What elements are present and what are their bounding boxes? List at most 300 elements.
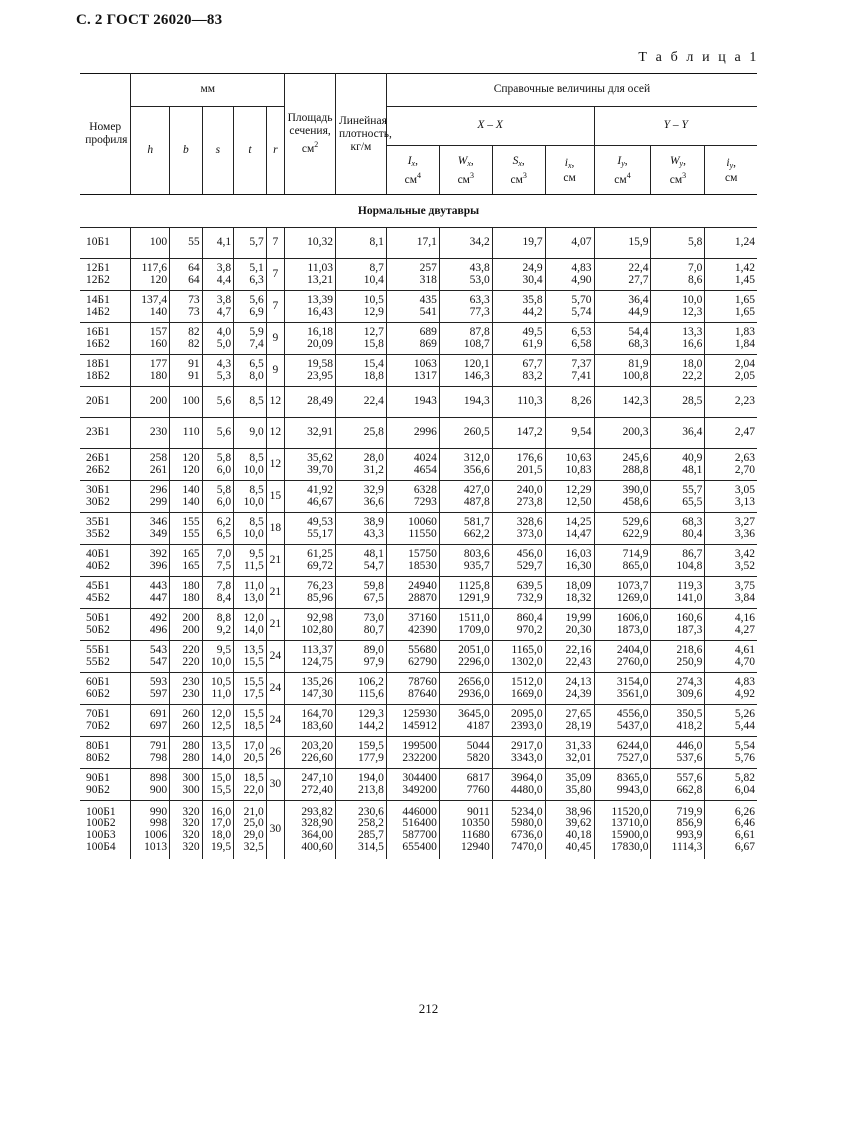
cell-value: 91	[188, 369, 200, 382]
cell-iix	[545, 228, 594, 259]
cell-value: 3,36	[734, 527, 755, 540]
cell-value: 6,5	[249, 357, 264, 370]
cell-value: 15,5	[243, 655, 264, 668]
cell-linear	[336, 228, 387, 259]
cell-value: 17,5	[243, 687, 264, 700]
cell-value: 12,5	[211, 719, 232, 732]
cell-linear	[336, 291, 387, 323]
cell-value: 435	[419, 293, 437, 306]
cell-iix	[545, 545, 594, 577]
cell-value: 2656,0	[458, 675, 490, 688]
cell-iix	[545, 577, 594, 609]
cell-value: 4,92	[734, 687, 755, 700]
cell-value: 183,60	[301, 719, 333, 732]
cell-ix	[386, 259, 439, 291]
cell-value: 38,96	[565, 805, 592, 818]
cell-ix	[386, 418, 439, 449]
cell-value: 1,24	[734, 236, 755, 249]
cell-value: 25,0	[243, 817, 264, 830]
cell-value: 3561,0	[616, 687, 649, 700]
cell-value: 516400	[402, 817, 437, 830]
cell-value: 180	[182, 591, 200, 604]
cell-profile	[80, 228, 131, 259]
cell-profile	[80, 641, 131, 673]
cell-value: 1013	[144, 840, 168, 853]
cell-value: 288,8	[622, 463, 649, 476]
cell-value: 80,4	[682, 527, 703, 540]
cell-s	[202, 418, 234, 449]
cell-value: 719,9	[676, 805, 703, 818]
cell-value: 41,92	[307, 483, 333, 496]
cell-iy	[594, 291, 651, 323]
cell-value: 541	[419, 305, 437, 318]
cell-s	[202, 387, 234, 418]
cell-value: 177,9	[358, 751, 384, 764]
cell-value: 3,42	[734, 547, 755, 560]
table-row	[80, 449, 757, 481]
cell-value: 1,65	[734, 293, 755, 306]
cell-value: 4,3	[216, 357, 232, 370]
cell-value: 80Б1	[86, 739, 110, 752]
cell-wx	[439, 513, 492, 545]
cell-iy	[594, 737, 651, 769]
cell-iy	[594, 387, 651, 418]
cell-value: 140	[149, 305, 168, 318]
cell-s	[202, 323, 234, 355]
cell-wy	[651, 323, 705, 355]
cell-value: 50Б2	[86, 623, 110, 636]
cell-value: 1,65	[734, 305, 755, 318]
cell-value: 458,6	[622, 495, 649, 508]
cell-value: 320	[182, 829, 200, 841]
cell-value: 140	[182, 483, 200, 496]
cell-value: 5,74	[571, 305, 592, 318]
cell-value: 165	[182, 559, 200, 572]
cell-value: 16,43	[307, 305, 333, 318]
cell-value: 260	[182, 719, 200, 732]
cell-value: 43,3	[363, 527, 384, 540]
cell-value: 22,16	[565, 643, 592, 656]
cell-r: 7	[266, 228, 284, 259]
cell-value: 5,8	[216, 483, 232, 496]
cell-ix	[386, 355, 439, 387]
cell-value: 4,83	[734, 675, 755, 688]
cell-value: 400,60	[301, 840, 333, 853]
cell-sx	[492, 228, 545, 259]
cell-value: 4,27	[734, 623, 755, 636]
cell-value: 2936,0	[458, 687, 490, 700]
cell-ix	[386, 323, 439, 355]
col-area: Площадь сечения, $см^2$	[285, 74, 336, 195]
cell-sx	[492, 769, 545, 801]
cell-r: 26	[266, 737, 284, 769]
cell-value: 18,0	[211, 829, 232, 841]
cell-value: 622,9	[622, 527, 649, 540]
cell-iy	[594, 449, 651, 481]
cell-area	[285, 259, 336, 291]
cell-wx	[439, 769, 492, 801]
cell-value: 26Б2	[86, 463, 110, 476]
cell-iix	[545, 641, 594, 673]
cell-value: 6,5	[216, 527, 232, 540]
table-row	[80, 577, 757, 609]
col-ix: $I_x$, $см^4$	[386, 146, 439, 195]
cell-value: 9,2	[216, 623, 232, 636]
cell-iix	[545, 387, 594, 418]
cell-value: 45Б2	[86, 591, 110, 604]
cell-value: 50Б1	[86, 611, 110, 624]
cell-value: 1873,0	[616, 623, 649, 636]
cell-s	[202, 449, 234, 481]
cell-wx	[439, 801, 492, 860]
cell-t	[234, 481, 267, 513]
cell-value: 4187	[466, 719, 490, 732]
cell-ix	[386, 545, 439, 577]
cell-h	[131, 673, 170, 705]
cell-value: 32,9	[363, 483, 384, 496]
cell-value: 82	[188, 337, 200, 350]
cell-value: 8,5	[249, 395, 264, 408]
cell-value: 220	[182, 643, 200, 656]
cell-iiy	[705, 801, 757, 860]
cell-r: 9	[266, 323, 284, 355]
cell-value: 2404,0	[616, 643, 649, 656]
cell-s	[202, 737, 234, 769]
cell-value: 593	[149, 675, 168, 688]
cell-iiy	[705, 513, 757, 545]
cell-value: 157	[149, 325, 168, 338]
cell-value: 446000	[402, 805, 437, 818]
cell-value: 5,6	[216, 426, 232, 439]
cell-value: 5,70	[571, 293, 592, 306]
cell-value: 68,3	[682, 515, 703, 528]
cell-value: 159,5	[358, 739, 384, 752]
cell-h	[131, 481, 170, 513]
cell-value: 8,6	[688, 273, 703, 286]
cell-value: 141,0	[676, 591, 703, 604]
cell-value: 10,5	[363, 293, 384, 306]
cell-iy	[594, 641, 651, 673]
cell-value: 177	[149, 357, 168, 370]
cell-value: 25,8	[363, 426, 384, 439]
cell-r: 21	[266, 545, 284, 577]
cell-r: 12	[266, 418, 284, 449]
cell-value: 7,4	[249, 337, 264, 350]
cell-sx	[492, 673, 545, 705]
cell-value: 245,6	[622, 451, 649, 464]
cell-value: 8,4	[216, 591, 232, 604]
cell-s	[202, 355, 234, 387]
cell-value: 14,25	[565, 515, 592, 528]
cell-value: 3,75	[734, 579, 755, 592]
cell-value: 100,8	[622, 369, 649, 382]
cell-value: 496	[149, 623, 168, 636]
cell-value: 5234,0	[511, 805, 543, 818]
cell-b	[170, 355, 203, 387]
cell-profile	[80, 418, 131, 449]
cell-value: 258,2	[358, 817, 384, 830]
cell-area	[285, 481, 336, 513]
cell-value: 4,0	[216, 325, 232, 338]
cell-value: 230	[149, 426, 168, 439]
col-h: h	[131, 107, 170, 195]
cell-value: 15,9	[628, 236, 649, 249]
cell-iiy	[705, 418, 757, 449]
cell-value: 318	[419, 273, 437, 286]
cell-value: 120	[182, 451, 200, 464]
cell-t	[234, 705, 267, 737]
cell-value: 12940	[460, 840, 490, 853]
table-row	[80, 259, 757, 291]
cell-value: 26Б1	[86, 451, 110, 464]
cell-value: 18,32	[565, 591, 592, 604]
table-row	[80, 355, 757, 387]
cell-linear	[336, 449, 387, 481]
cell-area	[285, 673, 336, 705]
cell-value: 639,5	[516, 579, 543, 592]
cell-value: 27,7	[628, 273, 649, 286]
cell-r: 24	[266, 705, 284, 737]
cell-value: 82	[188, 325, 200, 338]
cell-value: 137,4	[141, 293, 168, 306]
cell-value: 30Б2	[86, 495, 110, 508]
cell-value: 147,2	[516, 426, 543, 439]
cell-t	[234, 418, 267, 449]
cell-value: 1073,7	[616, 579, 649, 592]
cell-value: 900	[149, 783, 168, 796]
cell-value: 110	[182, 426, 200, 439]
cell-value: 13,0	[243, 591, 264, 604]
cell-value: 145912	[402, 719, 437, 732]
cell-value: 8,5	[249, 483, 264, 496]
cell-value: 200	[149, 395, 168, 408]
cell-value: 16,18	[307, 325, 333, 338]
cell-b	[170, 481, 203, 513]
cell-wy	[651, 355, 705, 387]
cell-value: 7,37	[571, 357, 592, 370]
cell-value: 12,50	[565, 495, 592, 508]
cell-value: 350,5	[676, 707, 703, 720]
cell-value: 4654	[413, 463, 437, 476]
cell-value: 5,76	[734, 751, 755, 764]
cell-ix	[386, 513, 439, 545]
cell-value: 44,2	[522, 305, 543, 318]
cell-area	[285, 641, 336, 673]
cell-value: 201,5	[516, 463, 543, 476]
cell-iiy	[705, 769, 757, 801]
cell-t	[234, 259, 267, 291]
cell-value: 5,7	[249, 236, 264, 249]
cell-value: 5,8	[216, 451, 232, 464]
cell-iiy	[705, 323, 757, 355]
cell-value: 18Б2	[86, 369, 110, 382]
cell-value: 10350	[460, 817, 490, 830]
cell-r: 21	[266, 577, 284, 609]
cell-value: 6,58	[571, 337, 592, 350]
cell-value: 180	[149, 369, 168, 382]
cell-ix	[386, 609, 439, 641]
cell-value: 100Б4	[86, 840, 116, 853]
cell-h	[131, 737, 170, 769]
cell-value: 258	[149, 451, 168, 464]
cell-value: 40,9	[682, 451, 703, 464]
cell-t	[234, 228, 267, 259]
cell-value: 218,6	[676, 643, 703, 656]
cell-value: 11,0	[244, 579, 264, 592]
cell-iiy	[705, 259, 757, 291]
cell-value: 5,6	[249, 293, 264, 306]
cell-value: 31,2	[363, 463, 384, 476]
cell-value: 4,83	[571, 261, 592, 274]
table-row	[80, 801, 757, 860]
col-group-axis-y: Y – Y	[594, 107, 757, 146]
cell-profile	[80, 801, 131, 860]
cell-r: 7	[266, 259, 284, 291]
col-wy: $W_y$, $см^3$	[651, 146, 705, 195]
cell-value: 17,0	[211, 817, 232, 830]
cell-ix	[386, 577, 439, 609]
cell-value: 14,47	[565, 527, 592, 540]
cell-value: 187,3	[676, 623, 703, 636]
cell-iiy	[705, 449, 757, 481]
cell-value: 5,82	[734, 771, 755, 784]
cell-linear	[336, 355, 387, 387]
cell-value: 662,8	[676, 783, 703, 796]
cell-wy	[651, 259, 705, 291]
cell-value: 5,0	[216, 337, 232, 350]
cell-value: 68,3	[628, 337, 649, 350]
cell-value: 120	[149, 273, 168, 286]
cell-value: 6,0	[216, 463, 232, 476]
table-row	[80, 705, 757, 737]
cell-sx	[492, 609, 545, 641]
cell-s	[202, 481, 234, 513]
cell-value: 300	[182, 771, 200, 784]
cell-wx	[439, 259, 492, 291]
cell-value: 14Б1	[86, 293, 110, 306]
cell-value: 18,5	[243, 771, 264, 784]
cell-value: 935,7	[463, 559, 490, 572]
cell-value: 5820	[466, 751, 490, 764]
cell-value: 106,2	[358, 675, 384, 688]
cell-value: 6,67	[734, 840, 755, 853]
cell-wy	[651, 609, 705, 641]
cell-value: 791	[149, 739, 168, 752]
cell-value: 194,3	[463, 395, 490, 408]
cell-value: 4,4	[216, 273, 232, 286]
cell-value: 9943,0	[616, 783, 649, 796]
cell-value: 70Б1	[86, 707, 110, 720]
cell-s	[202, 228, 234, 259]
cell-value: 119,3	[676, 579, 703, 592]
cell-value: 296	[149, 483, 168, 496]
cell-value: 92,98	[307, 611, 333, 624]
cell-profile	[80, 513, 131, 545]
cell-value: 320	[182, 840, 200, 853]
cell-b	[170, 801, 203, 860]
cell-value: 46,67	[307, 495, 333, 508]
cell-profile	[80, 673, 131, 705]
cell-value: 65,5	[682, 495, 703, 508]
cell-value: 55680	[408, 643, 437, 656]
cell-value: 35,09	[565, 771, 592, 784]
cell-value: 2,63	[734, 451, 755, 464]
cell-value: 261	[149, 463, 168, 476]
cell-profile	[80, 577, 131, 609]
cell-value: 4,7	[216, 305, 232, 318]
col-linear-density: Линейная плотность, кг/м	[336, 74, 387, 195]
page-header: С. 2 ГОСТ 26020—83	[76, 12, 223, 28]
cell-value: 11,5	[244, 559, 264, 572]
cell-value: 529,7	[516, 559, 543, 572]
cell-value: 24940	[408, 579, 437, 592]
cell-value: 232200	[402, 751, 437, 764]
cell-value: 697	[149, 719, 168, 732]
cell-value: 40Б1	[86, 547, 110, 560]
cell-value: 180	[182, 579, 200, 592]
cell-value: 7527,0	[616, 751, 649, 764]
cell-iy	[594, 769, 651, 801]
cell-value: 22,4	[363, 395, 384, 408]
cell-value: 1709,0	[458, 623, 490, 636]
table-row	[80, 545, 757, 577]
cell-h	[131, 513, 170, 545]
cell-value: 28,5	[682, 395, 703, 408]
cell-value: 10,5	[211, 675, 232, 688]
cell-b	[170, 259, 203, 291]
cell-linear	[336, 609, 387, 641]
cell-value: 15,0	[211, 771, 232, 784]
cell-value: 2,04	[734, 357, 755, 370]
cell-value: 6,04	[734, 783, 755, 796]
cell-value: 6,0	[216, 495, 232, 508]
cell-iiy	[705, 577, 757, 609]
cell-value: 487,8	[463, 495, 490, 508]
table-row	[80, 481, 757, 513]
cell-value: 12Б2	[86, 273, 110, 286]
cell-h	[131, 769, 170, 801]
cell-value: 104,8	[676, 559, 703, 572]
cell-value: 320	[182, 805, 200, 818]
cell-linear	[336, 387, 387, 418]
cell-wy	[651, 228, 705, 259]
cell-value: 32,01	[565, 751, 592, 764]
cell-value: 22,4	[628, 261, 649, 274]
cell-value: 80,7	[363, 623, 384, 636]
cell-wx	[439, 323, 492, 355]
cell-value: 3645,0	[458, 707, 490, 720]
cell-linear	[336, 259, 387, 291]
table-head	[80, 74, 757, 195]
cell-value: 18Б1	[86, 357, 110, 370]
cell-value: 146,3	[463, 369, 490, 382]
cell-value: 9,0	[249, 426, 264, 439]
table-row	[80, 387, 757, 418]
cell-value: 10Б1	[86, 236, 110, 249]
cell-value: 8,5	[249, 451, 264, 464]
cell-value: 314,5	[358, 840, 384, 853]
cell-value: 12,29	[565, 483, 592, 496]
cell-value: 856,9	[676, 817, 703, 830]
cell-ix	[386, 705, 439, 737]
cell-sx	[492, 323, 545, 355]
cell-ix	[386, 641, 439, 673]
cell-value: 3154,0	[616, 675, 649, 688]
cell-s	[202, 545, 234, 577]
cell-value: 230,6	[358, 805, 384, 818]
cell-iy	[594, 259, 651, 291]
profile-table	[80, 73, 757, 859]
